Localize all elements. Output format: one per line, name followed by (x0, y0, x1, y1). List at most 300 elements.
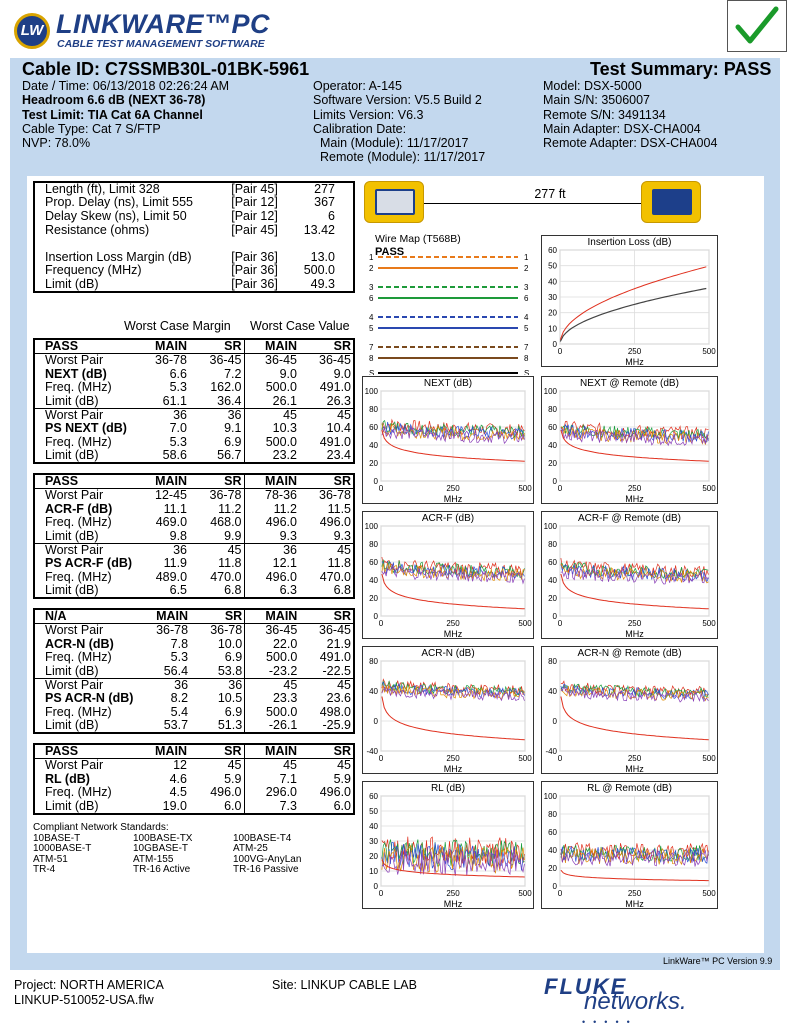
chart-y-tick-label: 20 (548, 594, 557, 603)
chart-y-tick-label: 40 (548, 687, 557, 696)
group-status: PASS (34, 474, 134, 489)
summary-row (34, 223, 354, 237)
result-label: Worst Pair (45, 623, 104, 638)
result-value: 19.0 (162, 798, 187, 813)
result-group-header (34, 744, 354, 759)
main-module: Main (Module): 11/17/2017 (320, 136, 469, 151)
compliant-standards (33, 823, 343, 876)
chart-y-tick-label: 60 (369, 423, 378, 432)
chart-y-tick-label: 20 (369, 594, 378, 603)
result-value: 7.0 (169, 421, 187, 436)
result-row (34, 395, 354, 409)
summary-value: 500.0 (303, 263, 335, 278)
chart-x-tick-label: 0 (378, 889, 384, 898)
chart (541, 235, 718, 367)
result-value: 21.9 (326, 636, 351, 651)
wire-map (362, 233, 534, 375)
result-value: 26.1 (244, 395, 299, 409)
chart-x-axis-label: MHz (625, 357, 644, 367)
chart-y-tick-label: 0 (373, 612, 378, 621)
summary-label: Insertion Loss Margin (dB) (45, 249, 192, 264)
result-row (34, 584, 354, 598)
result-value: 491.0 (319, 380, 351, 395)
result-value: 6.5 (169, 583, 188, 598)
wire-map-pin-label: 3 (524, 283, 529, 292)
chart-title: NEXT (dB) (423, 378, 473, 389)
summary-pair: [Pair 45] (231, 222, 278, 237)
summary-value: 277 (314, 182, 335, 196)
result-value: 51.3 (217, 718, 243, 733)
linkware-logo-subtitle: CABLE TEST MANAGEMENT SOFTWARE (57, 38, 265, 50)
result-row (34, 489, 354, 503)
summary-row (34, 251, 354, 265)
summary-value: 49.3 (310, 276, 335, 291)
summary-pair: [Pair 45] (231, 182, 278, 196)
chart (362, 376, 534, 504)
chart-y-tick-label: 20 (548, 864, 557, 873)
chart-x-tick-label: 500 (518, 889, 532, 898)
result-label: Freq. (MHz) (45, 785, 112, 800)
chart-y-tick-label: 80 (369, 657, 378, 666)
chart-y-tick-label: 40 (548, 576, 557, 585)
result-row (34, 772, 354, 786)
chart-x-tick-label: 0 (378, 754, 384, 763)
result-value: 78-36 (244, 489, 299, 503)
result-value: 496.0 (319, 785, 351, 800)
calibration-date: Calibration Date: (313, 121, 407, 136)
chart-y-tick-label: 0 (373, 882, 378, 891)
chart-y-tick-label: 40 (369, 441, 378, 450)
result-value: 12-45 (155, 488, 188, 503)
chart-x-tick-label: 500 (702, 619, 716, 628)
group-column-header: SR (189, 474, 244, 489)
group-column-header: MAIN (134, 339, 189, 354)
result-value: 26.3 (326, 393, 351, 408)
operator: Operator: A-145 (313, 79, 402, 93)
chart-y-tick-label: 20 (369, 852, 378, 861)
wire-map-pin-label: 5 (524, 324, 529, 333)
wire-map-title: Wire Map (T568B) (375, 233, 461, 245)
result-group-table (33, 338, 355, 464)
result-group-header (34, 339, 354, 354)
result-row (34, 571, 354, 585)
result-value: 36 (134, 543, 189, 557)
group-column-header: SR (189, 744, 244, 759)
result-label: Worst Pair (34, 408, 134, 422)
result-group-table (33, 608, 355, 734)
result-value: 36-78 (156, 623, 189, 638)
result-row (34, 408, 354, 422)
chart-x-axis-label: MHz (625, 764, 644, 774)
chart-title: RL @ Remote (dB) (587, 783, 672, 794)
chart-y-tick-label: 20 (548, 459, 557, 468)
site: Site: LINKUP CABLE LAB (272, 978, 417, 992)
model: Model: DSX-5000 (543, 79, 642, 93)
result-value: 470.0 (210, 569, 242, 584)
chart-x-tick-label: 500 (702, 484, 716, 493)
result-value: 7.1 (244, 772, 299, 786)
result-value: 45 (245, 678, 300, 692)
standard-item: ATM-155 (133, 853, 174, 865)
result-value: 5.3 (169, 380, 187, 395)
wire-map-pin-label: S (524, 369, 530, 375)
chart-x-tick-label: 0 (378, 619, 384, 628)
chart-x-axis-label: MHz (443, 629, 463, 639)
group-column-header: MAIN (244, 474, 299, 489)
chart (541, 376, 718, 504)
result-value: 11.2 (244, 502, 299, 516)
chart-y-tick-label: 60 (369, 792, 378, 801)
chart-y-tick-label: 40 (548, 846, 557, 855)
result-value: 53.7 (163, 718, 189, 733)
standard-item: 100BASE-TX (133, 832, 193, 844)
result-value: 36-78 (319, 488, 351, 503)
chart-x-tick-label: 250 (446, 619, 460, 628)
result-value: 45 (337, 758, 351, 773)
result-label: ACR-N (dB) (45, 636, 114, 651)
fluke-logo-dots: ••••• (582, 1017, 638, 1027)
group-status: PASS (34, 339, 134, 354)
chart-y-tick-label: 100 (543, 387, 557, 396)
result-row (34, 530, 354, 544)
result-value: 9.3 (244, 530, 299, 544)
group-column-header: MAIN (134, 744, 189, 759)
summary-row (34, 264, 354, 278)
result-value: 11.1 (163, 501, 188, 516)
remote-adapter: Remote Adapter: DSX-CHA004 (543, 136, 718, 151)
summary-table (33, 181, 355, 293)
result-value: 496.0 (244, 571, 299, 585)
result-value: 4.6 (169, 771, 187, 786)
group-column-header: SR (190, 609, 245, 624)
chart-x-tick-label: 0 (557, 889, 563, 898)
result-label: Freq. (MHz) (45, 569, 112, 584)
standard-item: TR-4 (33, 864, 56, 875)
group-column-header: MAIN (245, 609, 300, 624)
group-column-header: MAIN (244, 744, 299, 759)
summary-row (34, 278, 354, 292)
result-label: RL (dB) (45, 771, 90, 786)
chart-title: Insertion Loss (dB) (587, 237, 672, 248)
result-row (34, 502, 354, 516)
nvp: NVP: 78.0% (22, 136, 91, 151)
result-value: 162.0 (210, 380, 242, 395)
chart-x-axis-label: MHz (443, 494, 463, 504)
chart (541, 511, 718, 639)
chart-y-tick-label: 60 (548, 423, 557, 432)
chart-y-tick-label: 40 (369, 576, 378, 585)
chart-x-tick-label: 250 (627, 347, 642, 356)
summary-value: 13.42 (303, 222, 335, 237)
result-value: 6.9 (224, 704, 243, 719)
chart-x-tick-label: 500 (702, 754, 716, 763)
group-column-header: SR (299, 339, 354, 354)
chart-y-tick-label: 0 (373, 717, 378, 726)
limits-version: Limits Version: V6.3 (313, 107, 424, 122)
result-value: 53.8 (217, 663, 243, 678)
chart-y-tick-label: 50 (548, 261, 557, 271)
result-label: Freq. (MHz) (45, 380, 112, 395)
chart-x-tick-label: 250 (446, 889, 460, 898)
chart-x-tick-label: 250 (627, 619, 642, 628)
result-value: 6.6 (169, 366, 187, 381)
result-label: PS NEXT (dB) (45, 421, 127, 436)
remote-tester-icon (641, 181, 701, 223)
wire-map-pin-label: 6 (369, 294, 374, 303)
chart-x-axis-label: MHz (625, 629, 644, 639)
test-summary: Test Summary: PASS (590, 59, 772, 79)
wire-map-pin-label: 8 (369, 354, 374, 363)
result-value: 45 (299, 408, 354, 422)
chart-y-tick-label: 0 (552, 882, 557, 891)
result-value: 36 (189, 408, 244, 422)
result-row (34, 637, 354, 651)
summary-pair: [Pair 12] (231, 208, 278, 223)
result-value: 45 (227, 758, 242, 773)
result-label: Limit (dB) (45, 393, 99, 408)
result-label: Worst Pair (34, 543, 134, 557)
chart-x-tick-label: 500 (518, 619, 532, 628)
result-value: 5.3 (169, 434, 187, 449)
result-label: Limit (dB) (45, 663, 99, 678)
cable-link-line (424, 203, 641, 204)
summary-label: Resistance (ohms) (45, 222, 150, 237)
standard-item: TR-16 Passive (233, 864, 299, 875)
result-value: 9.9 (224, 528, 242, 543)
chart-title: ACR-F (dB) (421, 513, 475, 524)
result-label: Worst Pair (45, 353, 104, 368)
result-label: Freq. (MHz) (45, 515, 112, 530)
result-label: Worst Pair (34, 678, 135, 692)
chart (362, 511, 534, 639)
result-value: -23.2 (245, 665, 300, 679)
result-row (34, 800, 354, 814)
chart-title: ACR-F @ Remote (dB) (578, 513, 681, 524)
chart (362, 781, 534, 909)
summary-label: Delay Skew (ns), Limit 50 (45, 208, 187, 223)
result-value: 10.4 (326, 421, 351, 436)
chart-y-tick-label: -40 (545, 747, 557, 756)
result-value: 36-45 (319, 353, 351, 368)
result-group-table (33, 473, 355, 599)
result-value: -22.5 (322, 663, 351, 678)
result-value: 12.1 (244, 557, 299, 571)
result-value: 9.8 (169, 528, 188, 543)
result-value: 5.9 (224, 771, 242, 786)
result-row (34, 354, 354, 368)
group-column-header: MAIN (135, 609, 190, 624)
cable-length-label: 277 ft (534, 187, 566, 201)
standard-item: ATM-25 (233, 843, 268, 854)
chart-title: ACR-N @ Remote (dB) (577, 648, 682, 659)
standards-grid (33, 834, 343, 876)
summary-value: 13.0 (310, 249, 335, 264)
chart-x-tick-label: 0 (378, 484, 384, 493)
header-right-info (543, 79, 717, 150)
result-label: PS ACR-N (dB) (45, 691, 134, 706)
wire-map-pin-label: 6 (524, 294, 529, 303)
date-time: Date / Time: 06/13/2018 02:26:24 AM (22, 79, 230, 93)
result-value: 6.0 (224, 798, 242, 813)
wire-map-pin-label: 3 (369, 283, 374, 292)
result-value: 36-45 (209, 353, 242, 368)
result-value: 11.5 (327, 501, 351, 516)
result-value: 500.0 (245, 706, 300, 720)
result-value: 23.3 (245, 692, 300, 706)
header-left-info (22, 79, 229, 150)
result-row (34, 381, 354, 395)
result-value: 8.2 (170, 691, 189, 706)
result-row (34, 557, 354, 571)
result-value: 498.0 (319, 704, 351, 719)
result-value: 58.6 (162, 448, 187, 463)
result-value: 5.9 (333, 771, 351, 786)
result-value: 36-78 (155, 353, 187, 368)
wire-map-pin-label: 1 (369, 253, 374, 262)
wire-map-pin-label: 2 (524, 264, 529, 273)
chart-y-tick-label: -40 (366, 747, 378, 756)
chart (362, 646, 534, 774)
headroom: Headroom 6.6 dB (NEXT 36-78) (22, 93, 206, 108)
result-value: 9.1 (224, 421, 242, 436)
summary-pair: [Pair 12] (231, 195, 278, 210)
result-row (34, 422, 354, 436)
result-row (34, 367, 354, 381)
result-value: 10.3 (244, 422, 299, 436)
result-label: Limit (dB) (45, 448, 99, 463)
summary-label (34, 237, 229, 251)
summary-label: Frequency (MHz) (45, 263, 142, 278)
result-value: 45 (244, 408, 299, 422)
result-value: 56.4 (163, 663, 189, 678)
remote-sn: Remote S/N: 3491134 (543, 107, 666, 122)
cable-type: Cable Type: Cat 7 S/FTP (22, 121, 161, 136)
result-row (34, 759, 354, 773)
chart-y-tick-label: 100 (364, 387, 378, 396)
chart-x-tick-label: 250 (627, 484, 642, 493)
chart-y-tick-label: 60 (369, 558, 378, 567)
result-value: 470.0 (319, 569, 351, 584)
result-value: 469.0 (155, 515, 188, 530)
chart-x-tick-label: 500 (518, 484, 532, 493)
chart-y-tick-label: 10 (369, 867, 378, 876)
result-value: 491.0 (319, 434, 351, 449)
standard-item: 1000BASE-T (33, 843, 92, 854)
result-value: 36-78 (209, 488, 242, 503)
wire-map-graphic (362, 233, 534, 375)
result-value: 36-45 (244, 354, 299, 368)
result-value: 10.0 (217, 636, 243, 651)
standard-item: 10BASE-T (33, 832, 81, 844)
result-value: 36-78 (210, 623, 243, 638)
wire-map-pin-label: 2 (369, 264, 374, 273)
summary-value: 367 (314, 195, 335, 210)
result-group-header (34, 609, 354, 624)
result-value: 500.0 (244, 436, 299, 450)
pass-checkmark-icon (727, 0, 787, 52)
chart-x-tick-label: 250 (627, 754, 642, 763)
chart-y-tick-label: 80 (548, 657, 557, 666)
chart-x-axis-label: MHz (443, 764, 463, 774)
chart-y-tick-label: 40 (369, 822, 378, 831)
result-value: 56.7 (217, 448, 242, 463)
summary-label: Length (ft), Limit 328 (45, 182, 160, 196)
chart-title: ACR-N (dB) (421, 648, 475, 659)
chart (541, 781, 718, 909)
wire-map-pin-label: 7 (369, 343, 374, 352)
summary-row (34, 196, 354, 210)
result-value: 23.2 (244, 449, 299, 463)
result-value: 11.2 (218, 501, 242, 516)
result-row (34, 449, 354, 463)
standard-item: 100BASE-T4 (233, 832, 292, 844)
chart-x-tick-label: 0 (557, 484, 563, 493)
group-column-header: SR (299, 474, 354, 489)
chart-y-tick-label: 0 (373, 477, 378, 486)
result-value: 36.4 (217, 393, 242, 408)
summary-row (34, 182, 354, 196)
result-value: 468.0 (210, 515, 242, 530)
result-label: PS ACR-F (dB) (45, 556, 133, 571)
header-mid-info (313, 79, 485, 165)
wire-map-pin-label: 7 (524, 343, 529, 352)
result-value: 489.0 (155, 569, 188, 584)
result-value: 7.3 (244, 800, 299, 814)
result-value: 6.9 (224, 434, 242, 449)
chart-x-tick-label: 0 (557, 619, 563, 628)
result-row (34, 665, 354, 679)
result-value: 36 (244, 543, 299, 557)
linkware-logo-badge: LW (14, 13, 50, 49)
summary-row (34, 237, 354, 251)
main-sn: Main S/N: 3506007 (543, 93, 651, 108)
chart-y-tick-label: 20 (548, 308, 557, 318)
group-status: PASS (34, 744, 134, 759)
wire-map-pin-label: S (369, 369, 375, 375)
chart-y-tick-label: 80 (548, 405, 557, 414)
result-value: 7.8 (170, 636, 189, 651)
chart-y-tick-label: 40 (369, 687, 378, 696)
result-row (34, 624, 354, 638)
chart-y-tick-label: 0 (552, 612, 557, 621)
result-value: 500.0 (244, 381, 299, 395)
chart-y-tick-label: 100 (543, 522, 557, 531)
chart-x-axis-label: MHz (443, 899, 463, 909)
wire-map-pin-label: 4 (524, 313, 529, 322)
result-label: Worst Pair (45, 488, 104, 503)
chart-y-tick-label: 0 (552, 717, 557, 726)
result-row (34, 678, 354, 692)
wire-map-pin-label: 8 (524, 354, 529, 363)
chart-y-tick-label: 0 (552, 340, 557, 349)
test-limit: Test Limit: TIA Cat 6A Channel (22, 107, 203, 122)
result-label: Worst Pair (45, 758, 104, 773)
result-value: 11.9 (163, 556, 188, 571)
chart-y-tick-label: 80 (369, 405, 378, 414)
remote-module: Remote (Module): 11/17/2017 (320, 150, 486, 165)
result-value: 22.0 (245, 637, 300, 651)
result-row (34, 692, 354, 706)
result-label: Limit (dB) (45, 718, 99, 733)
chart-y-tick-label: 40 (548, 277, 557, 287)
result-label: Limit (dB) (45, 798, 99, 813)
standard-item: ATM-51 (33, 853, 68, 865)
result-value: -25.9 (322, 718, 351, 733)
summary-pair (229, 237, 290, 251)
chart-y-tick-label: 60 (548, 828, 557, 837)
chart-y-tick-label: 40 (548, 441, 557, 450)
chart-y-tick-label: 80 (548, 810, 557, 819)
